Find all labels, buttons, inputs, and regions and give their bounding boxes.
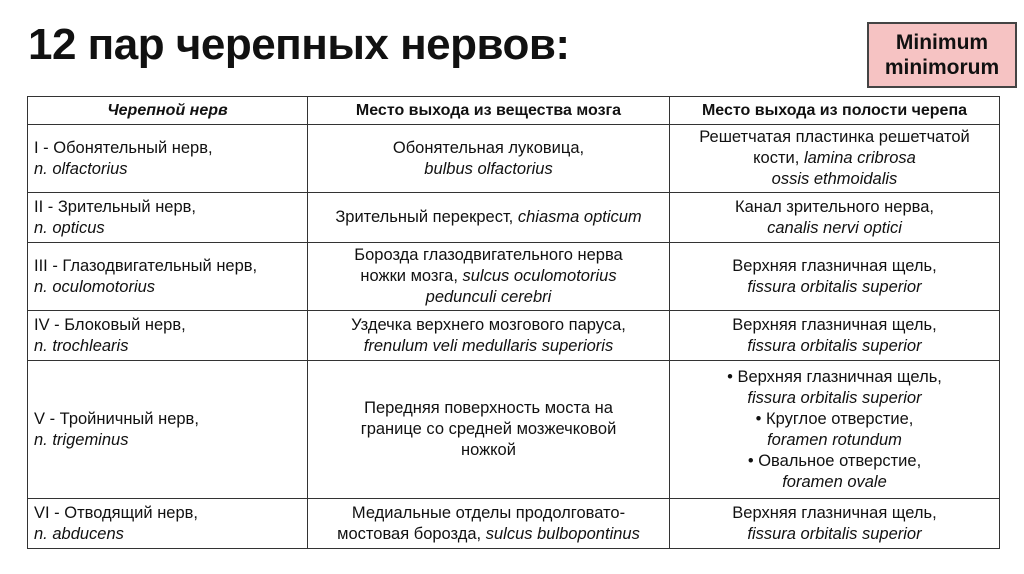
nerve-latin: n. oculomotorius <box>34 277 156 296</box>
skull-exit-cell <box>670 243 1000 311</box>
nerve-cell <box>28 125 308 193</box>
table-row <box>28 361 1000 499</box>
skull-exit-bullet: • Круглое отверстие, <box>676 409 993 430</box>
minimum-minimorum-badge <box>867 22 1017 88</box>
brain-exit-latin: bulbus olfactorius <box>424 159 553 178</box>
skull-exit-cell <box>670 311 1000 361</box>
skull-exit-latin: foramen rotundum <box>767 430 902 449</box>
nerve-latin: n. olfactorius <box>34 159 128 178</box>
badge-line-1: Minimum <box>895 31 989 54</box>
table-row <box>28 243 1000 311</box>
brain-exit-cell <box>308 193 670 243</box>
skull-exit-text: Верхняя глазничная щель, <box>732 503 937 522</box>
skull-exit-latin: fissura orbitalis superior <box>747 524 922 543</box>
nerve-cell <box>28 499 308 549</box>
skull-exit-text: Верхняя глазничная щель, <box>732 315 937 334</box>
brain-exit-latin: frenulum veli medullaris superioris <box>363 336 614 355</box>
skull-exit-latin: fissura orbitalis superior <box>747 277 922 296</box>
skull-exit-text: Канал зрительного нерва, <box>735 197 934 216</box>
brain-exit-latin-2: pedunculi cerebri <box>425 288 552 306</box>
skull-exit-cell <box>670 499 1000 549</box>
brain-exit-text-2: мостовая борозда, <box>337 524 482 543</box>
brain-exit-cell <box>308 243 670 311</box>
brain-exit-cell <box>308 125 670 193</box>
nerve-cell <box>28 193 308 243</box>
table-row <box>28 193 1000 243</box>
brain-exit-text: Передняя поверхность моста на <box>364 399 613 417</box>
brain-exit-line <box>314 266 663 287</box>
skull-exit-text: Решетчатая пластинка решетчатой <box>699 128 970 146</box>
badge-line-2: minimorum <box>884 56 1000 79</box>
table-row <box>28 311 1000 361</box>
brain-exit-text-2: границе со средней мозжечковой <box>360 420 617 438</box>
table-header-row <box>28 97 1000 125</box>
brain-exit-text: Зрительный перекрест, <box>335 208 514 226</box>
nerve-cell <box>28 243 308 311</box>
skull-exit-latin: fissura orbitalis superior <box>747 336 922 355</box>
nerve-name: IV - Блоковый нерв, <box>34 315 186 334</box>
skull-exit-cell <box>670 125 1000 193</box>
brain-exit-text-3: ножкой <box>461 441 516 459</box>
skull-exit-latin: canalis nervi optici <box>767 218 902 237</box>
nerve-latin: n. opticus <box>34 218 105 237</box>
nerve-name: II - Зрительный нерв, <box>34 197 197 216</box>
skull-exit-latin: foramen ovale <box>782 472 887 491</box>
brain-exit-text: Уздечка верхнего мозгового паруса, <box>351 315 626 334</box>
table-row <box>28 125 1000 193</box>
nerve-name: VI - Отводящий нерв, <box>34 503 199 522</box>
nerve-latin: n. trochlearis <box>34 336 129 355</box>
brain-exit-text: Борозда глазодвигательного нерва <box>354 246 623 264</box>
skull-exit-line <box>676 148 993 169</box>
cranial-nerves-table <box>27 96 1000 549</box>
skull-exit-latin: fissura orbitalis superior <box>747 388 922 407</box>
nerve-name: I - Обонятельный нерв, <box>34 138 213 157</box>
brain-exit-cell <box>308 311 670 361</box>
skull-exit-cell <box>670 193 1000 243</box>
brain-exit-cell <box>308 499 670 549</box>
nerve-cell <box>28 311 308 361</box>
table-row <box>28 499 1000 549</box>
brain-exit-latin: sulcus bulbopontinus <box>485 524 640 543</box>
skull-exit-latin: lamina cribrosa <box>803 149 916 167</box>
nerve-latin: n. trigeminus <box>34 430 129 449</box>
header-nerve: Черепной нерв <box>28 97 308 125</box>
brain-exit-text: Обонятельная луковица, <box>392 138 585 157</box>
skull-exit-text: Верхняя глазничная щель, <box>732 256 937 275</box>
header-skull-exit: Место выхода из полости черепа <box>670 97 1000 125</box>
skull-exit-bullet: • Верхняя глазничная щель, <box>676 367 993 388</box>
brain-exit-cell <box>308 361 670 499</box>
brain-exit-text-2: ножки мозга, <box>360 267 458 285</box>
brain-exit-latin: chiasma opticum <box>517 208 642 226</box>
brain-exit-latin: sulcus oculomotorius <box>462 267 617 285</box>
nerve-latin: n. abducens <box>34 524 124 543</box>
header-brain-exit: Место выхода из вещества мозга <box>308 97 670 125</box>
nerve-name: III - Глазодвигательный нерв, <box>34 256 258 275</box>
skull-exit-bullet: • Овальное отверстие, <box>676 451 993 472</box>
skull-exit-text-2: кости, <box>753 149 800 167</box>
brain-exit-line <box>314 524 663 545</box>
skull-exit-cell <box>670 361 1000 499</box>
nerve-cell <box>28 361 308 499</box>
nerve-name: V - Тройничный нерв, <box>34 409 199 428</box>
skull-exit-latin-2: ossis ethmoidalis <box>771 170 898 188</box>
page-title: 12 пар черепных нервов: <box>28 20 570 69</box>
brain-exit-text: Медиальные отделы продолговато- <box>351 503 626 522</box>
